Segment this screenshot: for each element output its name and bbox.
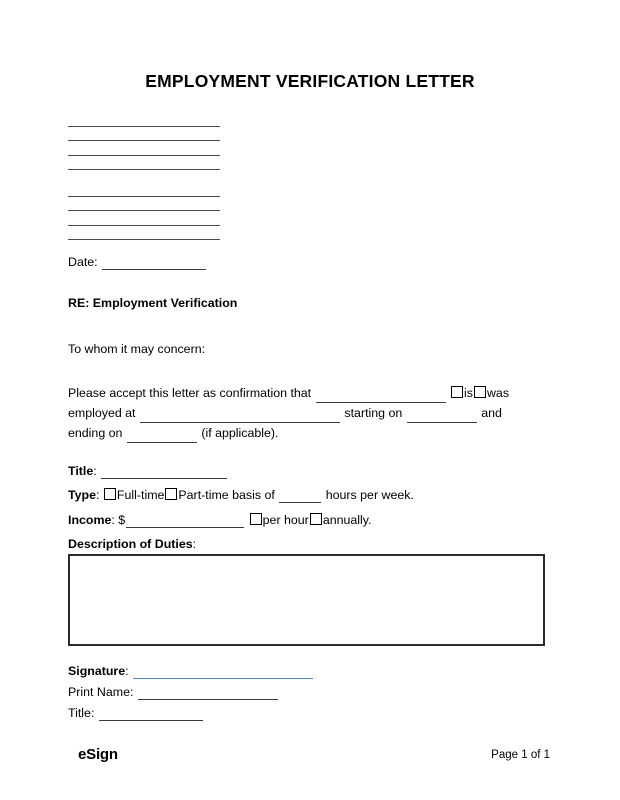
date-input[interactable] <box>102 258 206 270</box>
label-full-time: Full-time <box>116 488 165 502</box>
checkbox-per-hour[interactable] <box>250 513 262 525</box>
label-per-hour: per hour <box>262 513 309 527</box>
title-field-colon: : <box>93 464 97 478</box>
signature-input[interactable] <box>133 667 313 679</box>
duties-label-row <box>68 536 196 552</box>
page-title: EMPLOYMENT VERIFICATION LETTER <box>145 71 475 91</box>
body-line-3 <box>68 423 546 443</box>
body-text-and: and <box>481 406 502 420</box>
duties-field-colon: : <box>192 537 197 551</box>
print-name-label: Print Name: <box>68 685 134 699</box>
checkbox-is[interactable] <box>451 386 463 398</box>
duties-textarea[interactable] <box>68 554 545 646</box>
blank-rule-line[interactable] <box>68 169 220 170</box>
body-paragraph <box>68 383 546 443</box>
checkbox-was[interactable] <box>474 386 486 398</box>
date-label: Date: <box>68 255 98 269</box>
hours-per-week-input[interactable] <box>279 491 321 503</box>
recipient-address-block <box>68 196 220 254</box>
blank-rule-line[interactable] <box>68 126 220 127</box>
checkbox-part-time[interactable] <box>165 488 177 500</box>
blank-rule-line[interactable] <box>68 196 220 197</box>
employee-name-input[interactable] <box>316 391 446 403</box>
title-field-row <box>68 463 228 479</box>
body-text-confirmation: Please accept this letter as confirmation that <box>68 386 312 400</box>
label-hours-per-week: hours per week. <box>325 488 414 502</box>
signer-title-label: Title: <box>68 706 95 720</box>
print-name-input[interactable] <box>138 688 278 700</box>
signer-title-input[interactable] <box>99 709 203 721</box>
checkbox-full-time[interactable] <box>104 488 116 500</box>
end-date-input[interactable] <box>127 431 197 443</box>
type-field-label: Type <box>68 488 96 502</box>
income-amount-input[interactable] <box>126 516 244 528</box>
type-field-colon: : <box>96 488 100 502</box>
signature-row <box>68 663 314 679</box>
employer-input[interactable] <box>140 411 340 423</box>
currency-symbol: $ <box>118 513 126 527</box>
blank-rule-line[interactable] <box>68 239 220 240</box>
date-row <box>68 254 207 270</box>
subject-line: RE: Employment Verification <box>68 296 238 310</box>
body-line-2 <box>68 403 546 423</box>
label-part-time: Part-time basis of <box>178 488 275 502</box>
sender-address-block <box>68 126 220 184</box>
body-text-starting-on: starting on <box>344 406 403 420</box>
page-indicator: Page 1 of 1 <box>491 749 550 761</box>
type-field-row <box>68 487 414 503</box>
title-field-input[interactable] <box>101 467 227 479</box>
checkbox-annually[interactable] <box>310 513 322 525</box>
salutation: To whom it may concern: <box>68 342 206 356</box>
signature-colon: : <box>125 664 129 678</box>
label-is: is <box>464 386 473 400</box>
esign-logo: eSign <box>78 746 118 763</box>
duties-field-label: Description of Duties <box>68 537 193 551</box>
blank-rule-line[interactable] <box>68 155 220 156</box>
body-text-ending-on: ending on <box>68 426 123 440</box>
signer-title-row <box>68 705 204 721</box>
blank-rule-line[interactable] <box>68 210 220 211</box>
signature-label: Signature <box>68 664 126 678</box>
body-text-if-applicable: (if applicable). <box>201 426 279 440</box>
start-date-input[interactable] <box>407 411 477 423</box>
income-field-colon: : <box>111 513 115 527</box>
income-field-label: Income <box>68 513 112 527</box>
label-was: was <box>486 386 510 400</box>
title-field-label: Title <box>68 464 94 478</box>
label-annually: annually. <box>322 513 372 527</box>
income-field-row <box>68 512 372 528</box>
blank-rule-line[interactable] <box>68 140 220 141</box>
blank-rule-line[interactable] <box>68 225 220 226</box>
body-text-employed-at: employed at <box>68 406 136 420</box>
body-line-1 <box>68 383 546 403</box>
print-name-row <box>68 684 279 700</box>
